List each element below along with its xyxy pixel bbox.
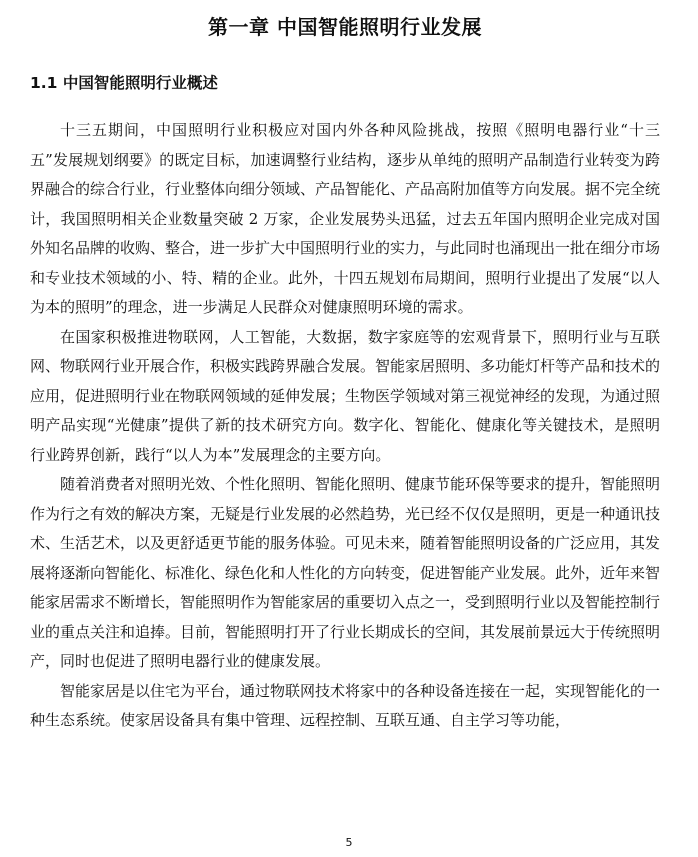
paragraph-3: 随着消费者对照明光效、个性化照明、智能化照明、健康节能环保等要求的提升，智能照明作为行之有效的解决方案，无疑是行业发展的必然趋势，光已经不仅仅是照明，更是一种通讯技术、生活艺术，以及更舒适更节能的服务体验。可见未来，随着智能照明设备的广泛应用，其发展将逐渐向智能化、标准化、绿色化和人性化的方向转变，促进智能产业发展。此外，近年来智能家居需求不断增长，智能照明作为智能家居的重要切入点之一，受到照明行业以及智能控制行业的重点关注和追捧。目前，智能照明打开了行业长期成长的空间，其发展前景远大于传统照明产，同时也促进了照明电器行业的健康发展。 [30,475,661,670]
paragraph-2: 在国家积极推进物联网，人工智能，大数据，数字家庭等的宏观背景下，照明行业与互联网、物联网行业开展合作，积极实践跨界融合发展。智能家居照明、多功能灯杆等产品和技术的应用，促进照明行业在物联网领域的延伸发展；生物医学领域对第三视觉神经的发现，为通过照明产品实现“光健康”提供了新的技术研究方向。数字化、智能化、健康化等关键技术，是照明行业跨界创新，践行“以人为本”发展理念的主要方向。 [30,327,661,464]
paragraph-4: 智能家居是以住宅为平台，通过物联网技术将家中的各种设备连接在一起，实现智能化的一种生态系统。使家居设备具有集中管理、远程控制、互联互通、自主学习等功能， [30,681,661,729]
body-text [30,116,660,736]
section-heading: 1.1 中国智能照明行业概述 [30,74,218,92]
paragraph-1: 十三五期间，中国照明行业积极应对国内外各种风险挑战，按照《照明电器行业“十三五”发展规划纲要》的既定目标，加速调整行业结构，逐步从单纯的照明产品制造行业转变为跨界融合的综合行业，行业整体向细分领域、产品智能化、产品高附加值等方向发展。据不完全统计，我国照明相关企业数量突破 2 万家，企业发展势头迅猛，过去五年国内照明企业完成对国外知名品牌的收购、整合，进一步扩大中国照明行业的实力，与此同时也涌现出一批在细分市场和专业技术领域的小、特、精的企业。此外，十四五规划布局期间，照明行业提出了发展“以人为本的照明”的理念，进一步满足人民群众对健康照明环境的需求。 [30,121,661,316]
chapter-title: 第一章 中国智能照明行业发展 [208,15,482,39]
page-number: 5 [345,836,353,849]
